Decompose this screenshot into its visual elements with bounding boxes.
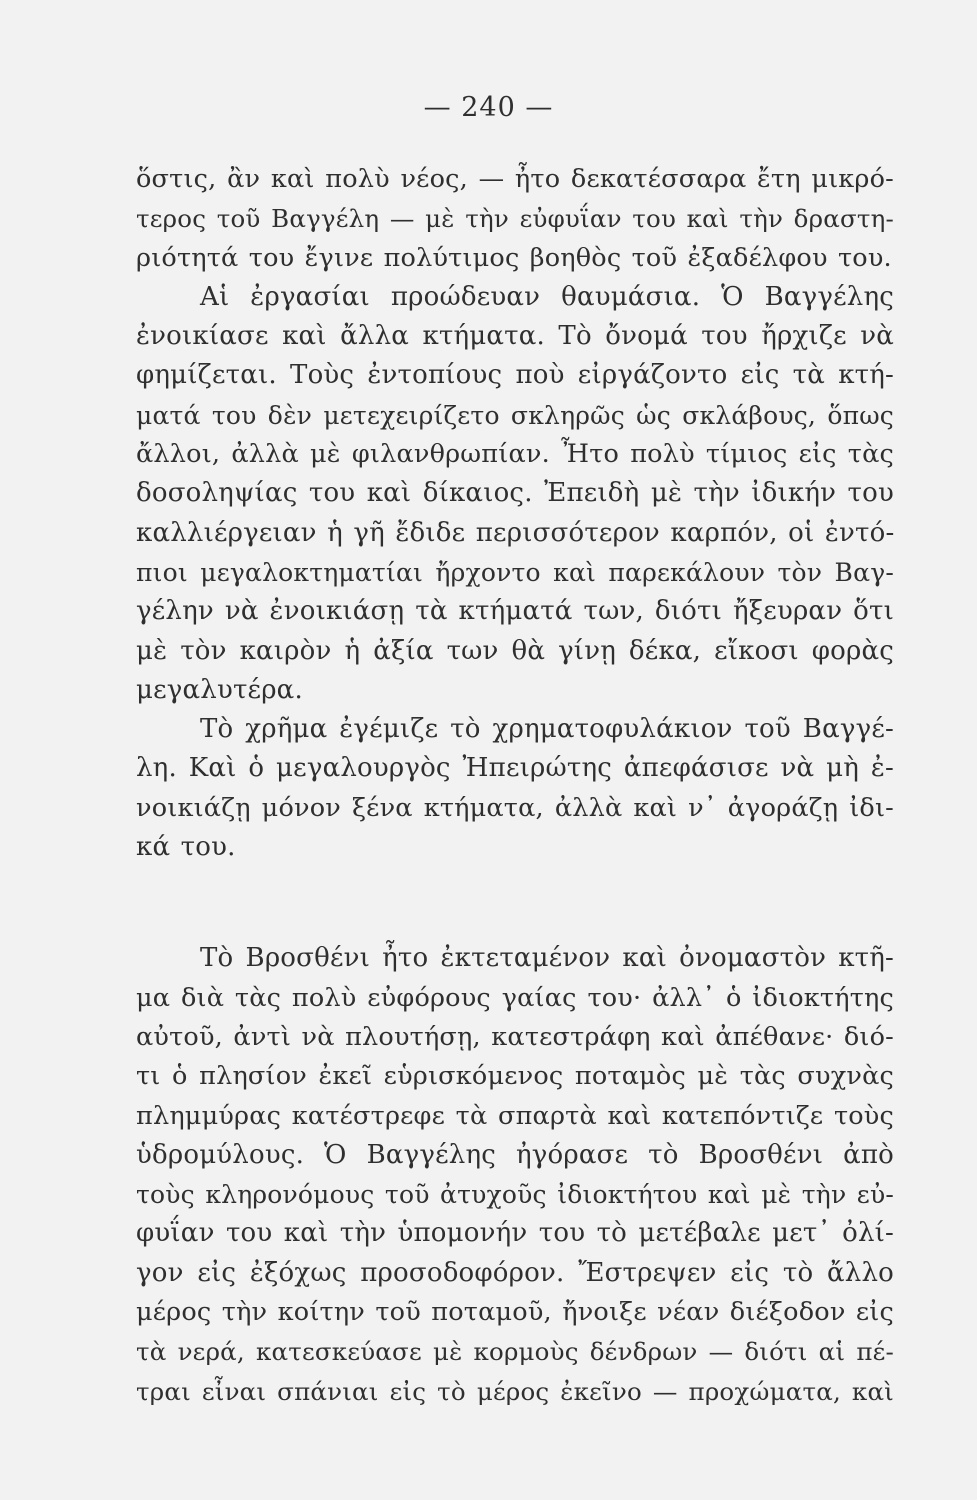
- text-line: πιοι μεγαλοκτηματίαι ἤρχοντο καὶ παρεκάλουν τὸν Βαγ-: [136, 557, 894, 587]
- text-line: ριότητά του ἔγινε πολύτιμος βοηθὸς τοῦ ἐξαδέλφου του.: [136, 242, 892, 273]
- text-line: κά του.: [136, 832, 236, 863]
- text-line: μέρος τὴν κοίτην τοῦ ποταμοῦ, ἤνοιξε νέαν διέξοδον εἰς: [136, 1297, 894, 1328]
- text-line: πλημμύρας κατέστρεφε τὰ σπαρτὰ καὶ κατεπόντιζε τοὺς: [136, 1100, 894, 1131]
- text-line: τι ὁ πλησίον ἐκεῖ εὑρισκόμενος ποταμὸς μὲ τὰς συχνὰς: [136, 1061, 894, 1092]
- text-line: τραι εἶναι σπάνιαι εἰς τὸ μέρος ἐκεῖνο — προχώματα, καὶ: [136, 1376, 894, 1406]
- text-line: τοὺς κληρονόμους τοῦ ἀτυχοῦς ἰδιοκτήτου καὶ μὲ τὴν εὐ-: [136, 1180, 894, 1210]
- text-line: Τὸ χρῆμα ἐγέμιζε τὸ χρηματοφυλάκιον τοῦ Βαγγέ-: [200, 714, 894, 745]
- text-line: τερος τοῦ Βαγγέλη — μὲ τὴν εὐφυΐαν του καὶ τὴν δραστη-: [136, 204, 894, 234]
- text-line: γέλην νὰ ἐνοικιάσῃ τὰ κτήματά των, διότι ἤξευραν ὅτι: [136, 596, 894, 627]
- text-line: λη. Καὶ ὁ μεγαλουργὸς Ἠπειρώτης ἀπεφάσισε νὰ μὴ ἐ-: [136, 753, 894, 784]
- text-line: ματά του δὲν μετεχειρίζετο σκληρῶς ὡς σκλάβους, ὅπως: [136, 400, 894, 430]
- text-line: μὲ τὸν καιρὸν ἡ ἀξία των θὰ γίνῃ δέκα, εἴκοσι φορὰς: [136, 635, 894, 666]
- text-line: Τὸ Βροσθένι ἦτο ἐκτεταμένον καὶ ὀνομαστὸν κτῆ-: [200, 943, 894, 974]
- text-line: μα διὰ τὰς πολὺ εὐφόρους γαίας του· ἀλλ᾽ ὁ ἰδιοκτήτης: [136, 982, 894, 1013]
- text-line: γον εἰς ἐξόχως προσοδοφόρον. Ἔστρεψεν εἰς τὸ ἄλλο: [136, 1257, 894, 1288]
- text-line: φυΐαν του καὶ τὴν ὑπομονήν του τὸ μετέβαλε μετ᾽ ὀλί-: [136, 1218, 894, 1249]
- section-gap: [136, 867, 894, 939]
- text-line: καλλιέργειαν ἡ γῆ ἔδιδε περισσότερον καρπόν, οἱ ἐντό-: [136, 517, 894, 548]
- text-line: τὰ νερά, κατεσκεύασε μὲ κορμοὺς δένδρων — διότι αἱ πέ-: [136, 1337, 894, 1367]
- text-line: ὑδρομύλους. Ὁ Βαγγέλης ἠγόρασε τὸ Βροσθένι ἀπὸ: [136, 1139, 894, 1170]
- text-line: ἐνοικίασε καὶ ἄλλα κτήματα. Τὸ ὄνομά του ἤρχιζε νὰ: [136, 321, 894, 352]
- text-line: Αἱ ἐργασίαι προώδευαν θαυμάσια. Ὁ Βαγγέλης: [200, 281, 894, 312]
- text-line: μεγαλυτέρα.: [136, 674, 303, 705]
- text-line: νοικιάζῃ μόνον ξένα κτήματα, ἀλλὰ καὶ ν᾽ ἀγοράζῃ ἰδι-: [136, 792, 894, 823]
- page-number: — 240 —: [423, 92, 554, 123]
- text-line: ἄλλοι, ἀλλὰ μὲ φιλανθρωπίαν. Ἦτο πολὺ τίμιος εἰς τὰς: [136, 439, 894, 470]
- body-text: [136, 160, 894, 1411]
- text-line: φημίζεται. Τοὺς ἐντοπίους ποὺ εἰργάζοντο εἰς τὰ κτή-: [136, 360, 894, 391]
- text-line: ὅστις, ἂν καὶ πολὺ νέος, — ἦτο δεκατέσσαρα ἔτη μικρό-: [136, 164, 894, 194]
- text-line: αὐτοῦ, ἀντὶ νὰ πλουτήσῃ, κατεστράφη καὶ ἀπέθανε· διό-: [136, 1021, 894, 1052]
- text-line: δοσοληψίας του καὶ δίκαιος. Ἐπειδὴ μὲ τὴν ἰδικήν του: [136, 478, 894, 509]
